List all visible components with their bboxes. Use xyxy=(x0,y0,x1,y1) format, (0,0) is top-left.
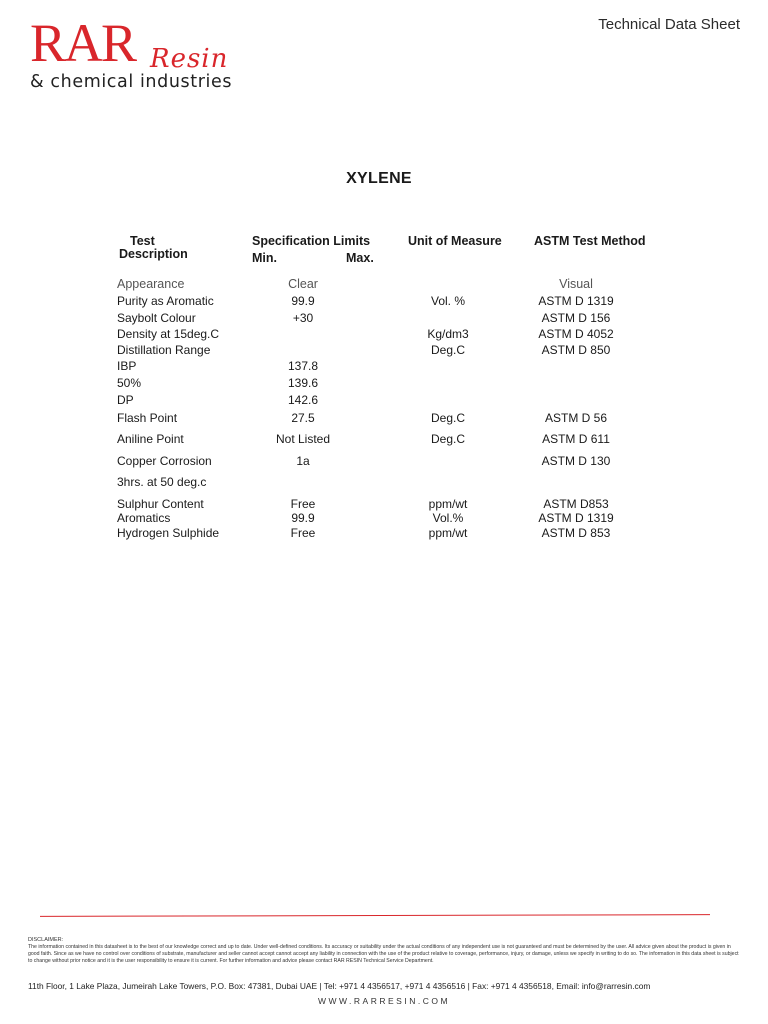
row-unit: Deg.C xyxy=(430,411,465,425)
website-link[interactable]: WWW.RARRESIN.COM xyxy=(317,996,451,1006)
company-logo xyxy=(28,13,278,100)
header-spec-limits: Specification Limits xyxy=(252,234,371,248)
row-method: ASTM D 1319 xyxy=(538,511,614,525)
table-row xyxy=(0,510,768,526)
logo-word: Resin xyxy=(150,44,229,74)
row-method: ASTM D 56 xyxy=(544,411,607,425)
row-spec: 27.5 xyxy=(291,411,315,425)
row-method: ASTM D 1319 xyxy=(538,294,614,308)
table-row xyxy=(0,326,768,342)
row-method: ASTM D853 xyxy=(543,497,609,511)
table-row xyxy=(0,293,768,309)
row-description: Copper Corrosion xyxy=(117,454,212,468)
row-spec: 99.9 xyxy=(291,294,315,308)
row-unit: Kg/dm3 xyxy=(427,327,469,341)
row-description: Aromatics xyxy=(117,511,171,525)
table-row xyxy=(0,474,768,490)
logo-mark: RAR xyxy=(30,13,136,73)
disclaimer-text: The information contained in this datasheet is to the best of our knowledge correct and up to date. Under well-defined conditions. Its accuracy or suitability under the actual conditions of any independent use is not guaranteed and must be determined by the user. All advice given about the product is given in good faith. Since as we have no control over conditions of substrate, manufacturer and seller cannot accept cannot accept any liability in connection with the use of the product relative to coverage, performance, injury, or damage, unless we specify in writing to do so. The information in this data sheet is subject to change without prior notice and it is the user responsibility to ensure it is current. For further information and advice please contact RAR RESIN Technical Service Department. xyxy=(28,944,739,964)
row-unit: Vol. % xyxy=(430,294,466,308)
table-row xyxy=(0,453,768,469)
row-description: Density at 15deg.C xyxy=(117,327,220,341)
row-spec: 99.9 xyxy=(291,511,315,525)
row-spec: 137.8 xyxy=(287,359,319,373)
row-description: 3hrs. at 50 deg.c xyxy=(117,475,207,489)
header-min: Min. xyxy=(252,251,277,265)
row-unit: Vol.% xyxy=(432,511,464,525)
row-unit: Deg.C xyxy=(430,432,465,446)
row-spec: +30 xyxy=(292,311,314,325)
row-spec: Free xyxy=(290,497,316,511)
table-row xyxy=(0,392,768,408)
row-description: Saybolt Colour xyxy=(117,311,196,325)
header-max: Max. xyxy=(346,251,374,265)
row-spec: Free xyxy=(290,526,316,540)
table-row xyxy=(0,410,768,426)
logo-subtitle: & chemical industries xyxy=(30,72,233,92)
header-test: Test xyxy=(130,234,155,248)
row-method: Visual xyxy=(559,277,593,291)
company-address: 11th Floor, 1 Lake Plaza, Jumeirah Lake Towers, P.O. Box: 47381, Dubai UAE | Tel: +971 4 4356517, +971 4 4356516 | Fax: +971 4 4356518, Email: info@rarresin.com xyxy=(28,981,651,991)
row-spec: Clear xyxy=(288,277,318,291)
header-description: Description xyxy=(119,247,188,261)
table-row xyxy=(0,276,768,292)
row-unit: ppm/wt xyxy=(428,497,468,511)
row-description: Sulphur Content xyxy=(117,497,204,511)
row-spec: 142.6 xyxy=(287,393,319,407)
row-description: 50% xyxy=(117,376,142,390)
document-type: Technical Data Sheet xyxy=(598,16,740,33)
row-spec: 139.6 xyxy=(287,376,319,390)
product-title: XYLENE xyxy=(346,170,412,187)
row-method: ASTM D 156 xyxy=(541,311,611,325)
table-row xyxy=(0,310,768,326)
row-method: ASTM D 130 xyxy=(541,454,611,468)
row-description: IBP xyxy=(117,359,137,373)
row-description: Flash Point xyxy=(117,411,178,425)
footer-divider xyxy=(40,914,710,917)
table-row xyxy=(0,431,768,447)
header-method: ASTM Test Method xyxy=(534,234,646,248)
row-method: ASTM D 4052 xyxy=(538,327,614,341)
row-method: ASTM D 611 xyxy=(542,432,610,446)
header-unit: Unit of Measure xyxy=(408,234,502,248)
row-method: ASTM D 850 xyxy=(541,343,611,357)
row-method: ASTM D 853 xyxy=(541,526,611,540)
row-unit: ppm/wt xyxy=(428,526,468,540)
disclaimer-title: DISCLAIMER: xyxy=(28,937,64,943)
row-spec: Not Listed xyxy=(275,432,331,446)
row-description: Distillation Range xyxy=(117,343,211,357)
row-description: DP xyxy=(117,393,134,407)
table-row xyxy=(0,342,768,358)
row-unit: Deg.C xyxy=(430,343,465,357)
row-spec: 1a xyxy=(296,454,310,468)
table-row xyxy=(0,358,768,374)
row-description: Appearance xyxy=(117,277,185,291)
table-row xyxy=(0,525,768,541)
row-description: Purity as Aromatic xyxy=(117,294,214,308)
table-row xyxy=(0,375,768,391)
row-description: Aniline Point xyxy=(117,432,184,446)
row-description: Hydrogen Sulphide xyxy=(117,526,220,540)
